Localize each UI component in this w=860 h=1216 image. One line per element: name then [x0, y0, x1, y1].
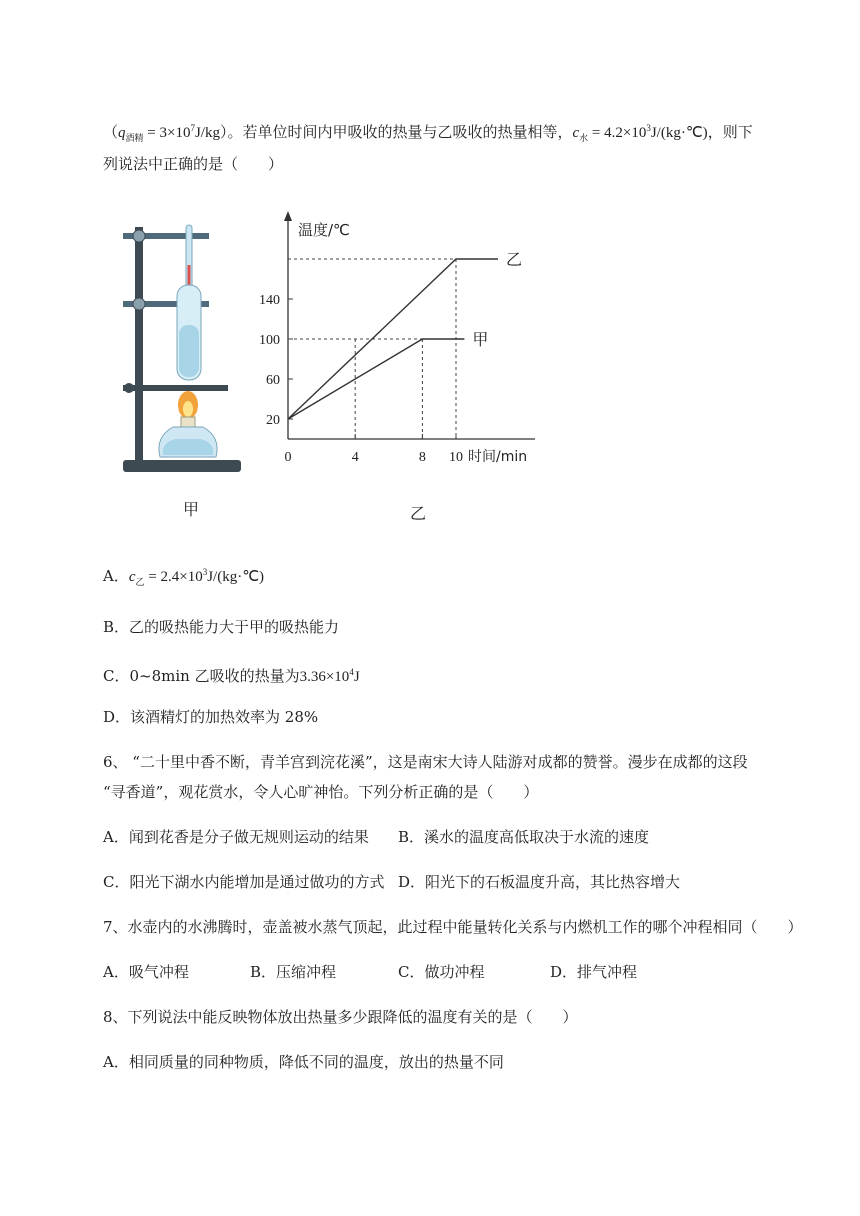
q5-option-b[interactable]: B．乙的吸热能力大于甲的吸热能力	[103, 618, 340, 636]
q7-option-d[interactable]: D．排气冲程	[550, 963, 638, 981]
q8-stem: 8、下列说法中能反映物体放出热量多少跟降低的温度有关的是（ ）	[103, 1008, 578, 1026]
q6-option-a[interactable]: A．闻到花香是分子做无规则运动的结果	[103, 828, 369, 846]
q6-option-d[interactable]: D．阳光下的石板温度升高，其比热容增大	[398, 873, 681, 891]
c-water-formula: $c_水$ = $4.2\times 10^3J/(kg\cdot℃)$	[572, 123, 708, 143]
series-label: 甲	[472, 330, 489, 349]
y-tick-label: 140	[259, 293, 280, 308]
y-tick-label: 60	[266, 373, 280, 388]
q5-option-d[interactable]: D．该酒精灯的加热效率为 28%	[103, 708, 319, 726]
q7-stem: 7、水壶内的水沸腾时，壶盖被水蒸气顶起，此过程中能量转化关系与内燃机工作的哪个冲程相同（ ）	[103, 918, 803, 936]
q7-option-b[interactable]: B．压缩冲程	[250, 963, 337, 981]
q5-stem-line1	[103, 118, 753, 148]
q7-option-c[interactable]: C．做功冲程	[398, 963, 485, 981]
y-axis-arrow	[284, 211, 292, 221]
y-axis-label: 温度/℃	[298, 221, 350, 239]
fig-left-caption: 甲	[183, 500, 200, 519]
q7-option-a[interactable]: A．吸气冲程	[103, 963, 189, 981]
paren-open: （	[103, 123, 119, 141]
temperature-time-chart	[255, 205, 545, 505]
q5-figure	[115, 205, 555, 525]
x-tick-label: 8	[418, 450, 426, 465]
y-tick-label: 100	[259, 333, 280, 348]
series-label: 乙	[506, 250, 523, 269]
x-tick-label: 4	[351, 450, 359, 465]
q6-stem-line1: 6、 “二十里中香不断，青羊宫到浣花溪”，这是南宋大诗人陆游对成都的赞誉。漫步在成都的这段	[103, 753, 748, 771]
q6-stem-line2: “寻香道”，观花赏水，令人心旷神怡。下列分析正确的是（ ）	[103, 783, 539, 801]
fig-right-caption: 乙	[410, 504, 427, 523]
heating-apparatus-illustration	[115, 205, 255, 505]
x-tick-label: 10	[449, 450, 463, 465]
q5-stem-line2: 列说法中正确的是（ ）	[103, 155, 284, 173]
q6-option-b[interactable]: B．溪水的温度高低取决于水流的速度	[398, 828, 650, 846]
y-tick-label: 20	[266, 413, 280, 428]
x-tick-label: 0	[284, 450, 292, 465]
q8-option-a[interactable]: A．相同质量的同种物质，降低不同的温度，放出的热量不同	[103, 1053, 504, 1071]
q5-option-a[interactable]: A．$c_乙$ = $2.4\times 10^3J/(kg\cdot℃)$	[103, 567, 265, 587]
series-line	[288, 339, 464, 419]
q5-stem-end: ，则下	[707, 123, 753, 141]
q5-stem-mid: ）。若单位时间内甲吸收的热量与乙吸收的热量相等，	[219, 123, 573, 141]
q6-option-c[interactable]: C．阳光下湖水内能增加是通过做功的方式	[103, 873, 385, 891]
q-alcohol-formula: $q_{酒精} = 3\times 10^7J/kg$	[118, 123, 220, 143]
q5-option-c[interactable]: C．0~8min 乙吸收的热量为$3.36\times 10^4J$	[103, 667, 360, 685]
x-axis-label: 时间/min	[468, 449, 528, 465]
